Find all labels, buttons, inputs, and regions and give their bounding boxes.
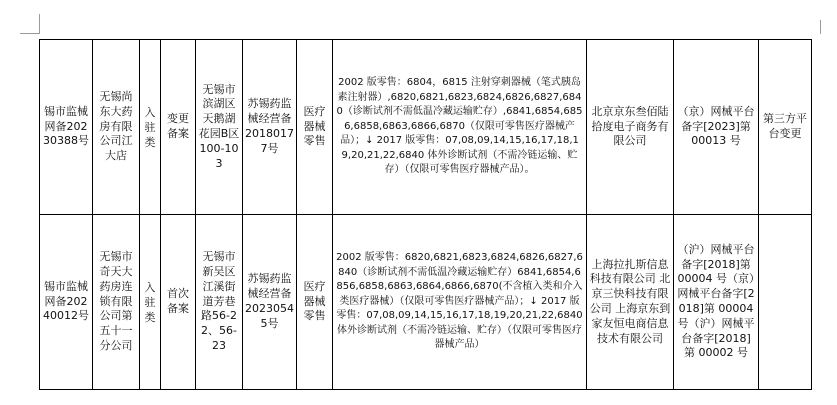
- table-row: [40, 215, 812, 390]
- company-name-cell: 无锡尚东大药房有限公司江大店: [93, 40, 140, 215]
- license-cell: 苏锡药监械经营备20230545号: [243, 215, 297, 390]
- category-cell: 医疗器械零售: [297, 40, 333, 215]
- remark-cell: 第三方平台变更: [759, 40, 812, 215]
- business-scope-cell: 2002 版零售：6820,6821,6823,6824,6826,6827,6840（诊断试剂不需低温冷藏运输贮存）6841,6854,6856,6858,6863,6864,6866,6870(不含植入类和介入类医疗器械）（仅限可零售医疗器械产品）；↓ 2017 版零售：07,08,09,14,15,16,17,18,19,20,21,22,6840 体外诊断试剂（不需冷链运输、贮存）（仅限可零售医疗器械产品）: [333, 215, 587, 390]
- platform-record-cell: （京）网械平台备字[2023]第 00013 号: [674, 40, 759, 215]
- page-corner-mark: [30, 14, 40, 34]
- table-row: [40, 40, 812, 215]
- record-table: [39, 39, 812, 390]
- address-cell: 无锡市新吴区江溪街道芳巷路56-22、56-23: [196, 215, 243, 390]
- license-cell: 苏锡药监械经营备20180177号: [243, 40, 297, 215]
- platform-company-cell: 北京京东叁佰陆拾度电子商务有限公司: [587, 40, 674, 215]
- address-cell: 无锡市滨湖区天鹅湖花园B区100-103: [196, 40, 243, 215]
- record-type-cell: 首次备案: [161, 215, 196, 390]
- record-number-cell: 锡市监械网备20230388号: [40, 40, 93, 215]
- platform-company-cell: 上海拉扎斯信息科技有限公司 北京三快科技有限公司 上海京东到家友恒电商信息技术有限公司: [587, 215, 674, 390]
- entry-type-cell: 入驻类: [140, 40, 161, 215]
- business-scope-cell: 2002 版零售：6804，6815 注射穿刺器械（笔式胰岛素注射器）,6820,6821,6823,6824,6826,6827,6840（诊断试剂不需低温冷藏运输贮存）,6841,6854,6856,6858,6863,6866,6870（仅限可零售医疗器械产品）；↓ 2017 版零售：07,08,09,14,15,16,17,18,19,20,21,22,6840 体外诊断试剂（不需冷链运输、贮存）（仅限可零售医疗器械产品）。: [333, 40, 587, 215]
- company-name-cell: 无锡市奇天大药房连锁有限公司第五十一分公司: [93, 215, 140, 390]
- platform-record-cell: （沪）网械平台备字[2018]第 00004 号（京）网械平台备字[2018]第 00004 号（沪）网械平台备字[2018]第 00002 号: [674, 215, 759, 390]
- category-cell: 医疗器械零售: [297, 215, 333, 390]
- page-corner-mark: [820, 20, 822, 34]
- record-type-cell: 变更备案: [161, 40, 196, 215]
- record-number-cell: 锡市监械网备20240012号: [40, 215, 93, 390]
- remark-cell: [759, 215, 812, 390]
- entry-type-cell: 入驻类: [140, 215, 161, 390]
- page-corner-mark: [20, 33, 40, 35]
